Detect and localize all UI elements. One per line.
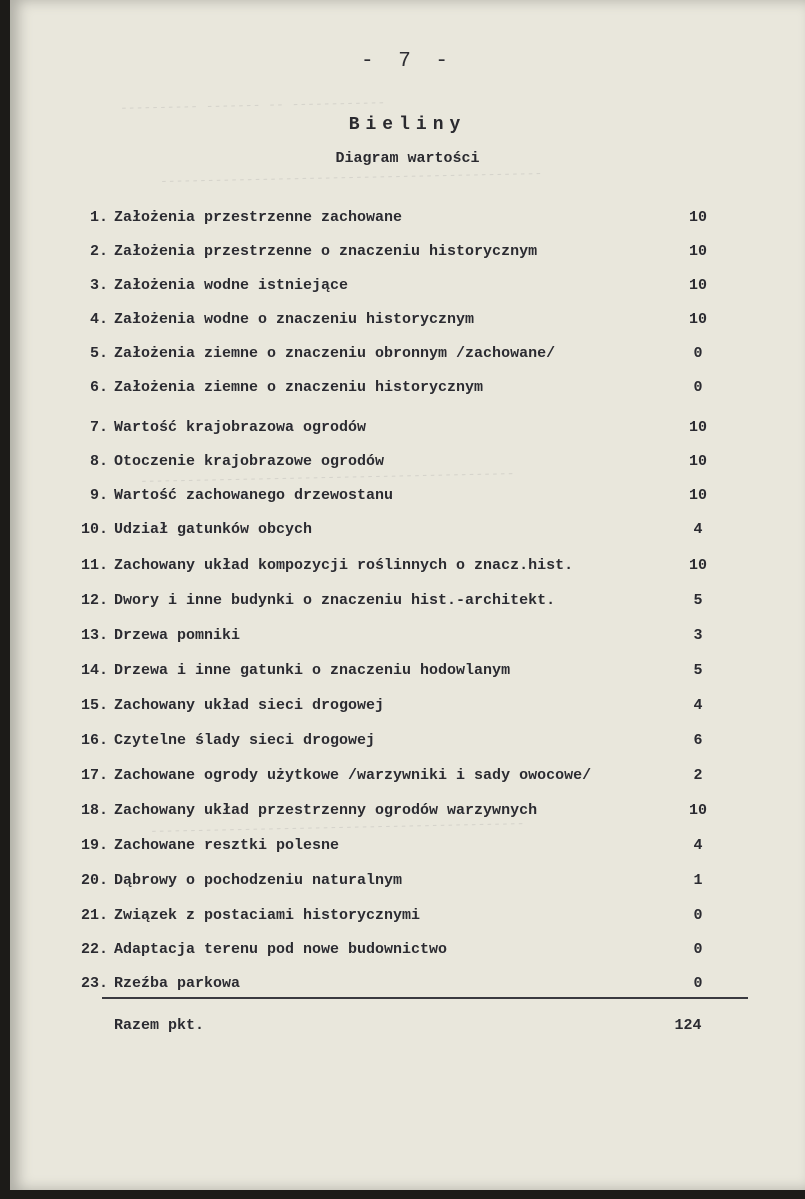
document-title: Bieliny bbox=[348, 115, 467, 135]
item-number: 5. bbox=[89, 345, 108, 362]
item-number: 20. bbox=[80, 872, 108, 889]
item-number: 16. bbox=[80, 732, 108, 749]
page-number: - 7 - bbox=[360, 50, 454, 73]
table-row bbox=[68, 308, 718, 332]
item-label: Założenia ziemne o znaczeniu obronnym /zachowane/ bbox=[114, 345, 556, 362]
item-value: 6 bbox=[693, 732, 703, 749]
item-label: Zachowany układ przestrzenny ogrodów warzywnych bbox=[114, 802, 538, 819]
document-page bbox=[10, 0, 805, 1190]
item-value: 10 bbox=[688, 311, 707, 328]
item-label: Zachowane resztki polesne bbox=[114, 837, 340, 854]
item-label: Związek z postaciami historycznymi bbox=[114, 907, 421, 924]
table-row bbox=[68, 484, 718, 508]
item-label: Założenia wodne istniejące bbox=[114, 277, 349, 294]
item-value: 4 bbox=[693, 697, 703, 714]
item-number: 19. bbox=[80, 837, 108, 854]
total-label: Razem pkt. bbox=[114, 1017, 205, 1034]
table-row bbox=[68, 764, 718, 788]
item-label: Zachowany układ sieci drogowej bbox=[114, 697, 385, 714]
item-label: Zachowany układ kompozycji roślinnych o znacz.hist. bbox=[114, 557, 574, 574]
item-number: 6. bbox=[89, 379, 108, 396]
item-label: Czytelne ślady sieci drogowej bbox=[114, 732, 376, 749]
item-label: Założenia przestrzenne zachowane bbox=[114, 209, 403, 226]
table-row bbox=[68, 694, 718, 718]
item-value: 10 bbox=[688, 487, 707, 504]
bleed-through-text: ---------- ------- -- ------------ bbox=[119, 95, 386, 116]
item-label: Założenia ziemne o znaczeniu historycznym bbox=[114, 379, 484, 396]
table-row bbox=[68, 240, 718, 264]
bleed-through-text: ------------------------------------------------- bbox=[159, 165, 543, 190]
table-row bbox=[68, 659, 718, 683]
item-number: 7. bbox=[89, 419, 108, 436]
item-value: 5 bbox=[693, 662, 703, 679]
item-number: 14. bbox=[80, 662, 108, 679]
table-row bbox=[68, 624, 718, 648]
item-label: Drzewa i inne gatunki o znaczeniu hodowlanym bbox=[114, 662, 511, 679]
item-number: 2. bbox=[89, 243, 108, 260]
item-number: 13. bbox=[80, 627, 108, 644]
item-value: 10 bbox=[688, 453, 707, 470]
item-number: 4. bbox=[89, 311, 108, 328]
item-value: 10 bbox=[688, 419, 707, 436]
item-number: 12. bbox=[80, 592, 108, 609]
total-divider bbox=[102, 997, 748, 999]
item-label: Dąbrowy o pochodzeniu naturalnym bbox=[114, 872, 403, 889]
total-value: 124 bbox=[674, 1017, 702, 1034]
item-value: 0 bbox=[693, 907, 703, 924]
item-value: 10 bbox=[688, 277, 707, 294]
item-number: 18. bbox=[80, 802, 108, 819]
item-number: 21. bbox=[80, 907, 108, 924]
document-subtitle: Diagram wartości bbox=[335, 150, 480, 167]
item-number: 1. bbox=[89, 209, 108, 226]
item-label: Założenia przestrzenne o znaczeniu historycznym bbox=[114, 243, 538, 260]
item-value: 3 bbox=[693, 627, 703, 644]
table-row bbox=[68, 342, 718, 366]
table-row bbox=[68, 376, 718, 400]
item-number: 11. bbox=[80, 557, 108, 574]
item-number: 10. bbox=[80, 521, 108, 538]
item-value: 4 bbox=[693, 837, 703, 854]
item-label: Otoczenie krajobrazowe ogrodów bbox=[114, 453, 385, 470]
table-row bbox=[68, 938, 718, 962]
item-label: Dwory i inne budynki o znaczeniu hist.-architekt. bbox=[114, 592, 556, 609]
table-row bbox=[68, 904, 718, 928]
table-row bbox=[68, 518, 718, 542]
table-row bbox=[68, 274, 718, 298]
item-number: 8. bbox=[89, 453, 108, 470]
item-value: 10 bbox=[688, 557, 707, 574]
table-row bbox=[68, 729, 718, 753]
item-value: 0 bbox=[693, 345, 703, 362]
item-label: Adaptacja terenu pod nowe budownictwo bbox=[114, 941, 448, 958]
table-row bbox=[68, 799, 718, 823]
table-row bbox=[68, 554, 718, 578]
item-label: Rzeźba parkowa bbox=[114, 975, 241, 992]
item-label: Drzewa pomniki bbox=[114, 627, 241, 644]
item-label: Założenia wodne o znaczeniu historycznym bbox=[114, 311, 475, 328]
item-label: Zachowane ogrody użytkowe /warzywniki i sady owocowe/ bbox=[114, 767, 592, 784]
item-value: 2 bbox=[693, 767, 703, 784]
item-label: Wartość krajobrazowa ogrodów bbox=[114, 419, 367, 436]
item-value: 0 bbox=[693, 941, 703, 958]
table-row bbox=[68, 589, 718, 613]
item-label: Wartość zachowanego drzewostanu bbox=[114, 487, 394, 504]
item-value: 4 bbox=[693, 521, 703, 538]
item-number: 23. bbox=[80, 975, 108, 992]
item-number: 3. bbox=[89, 277, 108, 294]
table-row bbox=[68, 450, 718, 474]
item-number: 15. bbox=[80, 697, 108, 714]
table-row bbox=[68, 972, 718, 996]
item-value: 10 bbox=[688, 243, 707, 260]
item-value: 0 bbox=[693, 379, 703, 396]
table-row bbox=[68, 206, 718, 230]
item-value: 10 bbox=[688, 802, 707, 819]
item-number: 9. bbox=[89, 487, 108, 504]
bleed-through-text: ------------------------------------------------ bbox=[149, 816, 525, 839]
item-value: 1 bbox=[693, 872, 703, 889]
table-row bbox=[68, 834, 718, 858]
bleed-through-text: ------------------------------------------------ bbox=[139, 466, 515, 489]
table-row bbox=[68, 416, 718, 440]
item-number: 22. bbox=[80, 941, 108, 958]
table-row bbox=[68, 869, 718, 893]
item-value: 0 bbox=[693, 975, 703, 992]
item-value: 10 bbox=[688, 209, 707, 226]
item-value: 5 bbox=[693, 592, 703, 609]
item-number: 17. bbox=[80, 767, 108, 784]
item-label: Udział gatunków obcych bbox=[114, 521, 313, 538]
